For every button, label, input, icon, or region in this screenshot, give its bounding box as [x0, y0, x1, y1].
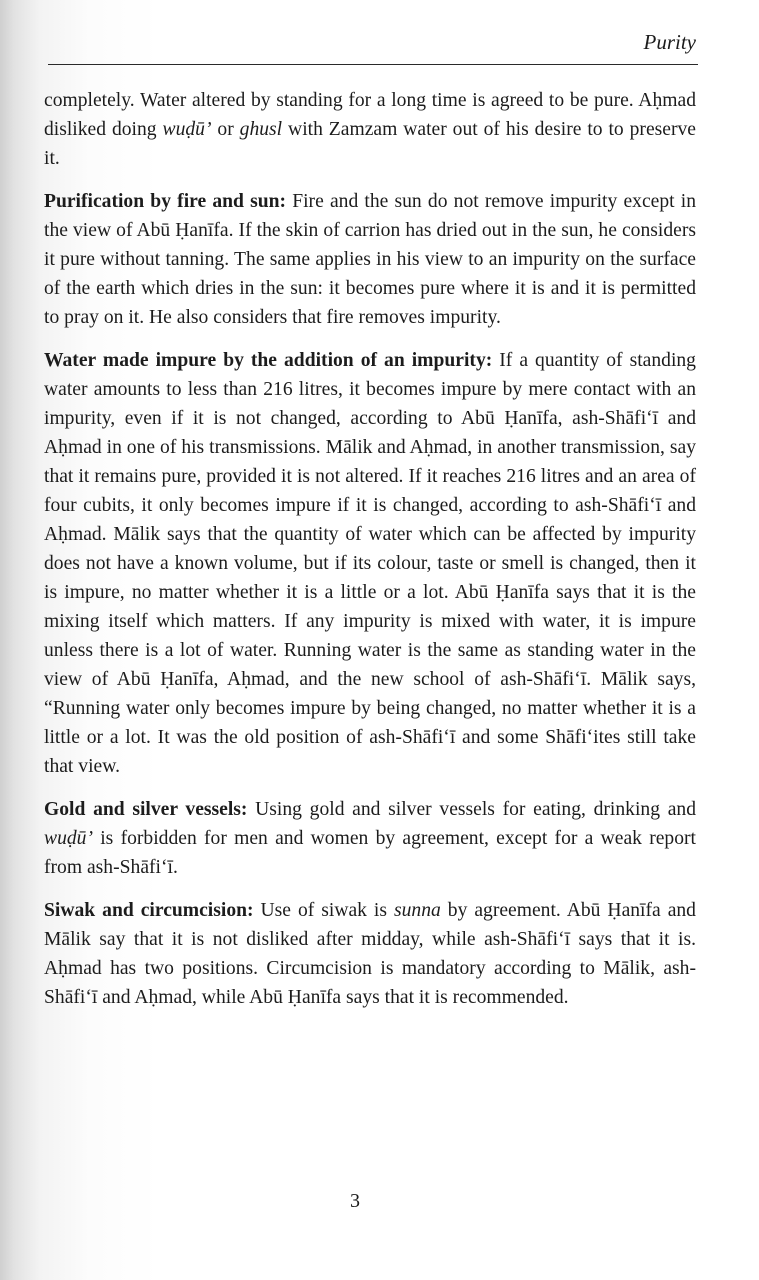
- paragraph: [44, 187, 696, 332]
- running-head: [48, 30, 698, 65]
- page-number: 3: [350, 1190, 360, 1212]
- paragraph-heading: Purification by fire and sun:: [44, 191, 287, 212]
- italic-term: ghusl: [239, 119, 283, 140]
- italic-term: wuḍū’: [162, 119, 212, 140]
- paragraph-text: completely. Water altered by standing for a long time is agreed to be pure. Aḥmad disliked doing: [44, 90, 696, 140]
- paragraph: [44, 86, 696, 173]
- paragraph-heading: Gold and silver vessels:: [44, 799, 248, 820]
- paragraph: [44, 896, 696, 1012]
- paragraph-text: or: [211, 119, 240, 140]
- paragraph-text: by agreement. Abū Ḥanīfa and Mālik say that it is not disliked after midday, while ash-Shāfi‘ī says that it is. Aḥmad has two positions. Circumcision is mandatory according to Mālik, ash-Shāfi‘ī and Aḥmad, while Abū Ḥanīfa says that it is recommended.: [44, 900, 696, 1008]
- paragraph-heading: Siwak and circumcision:: [44, 900, 254, 921]
- paragraph: [44, 346, 696, 781]
- paragraph-text: Use of siwak is: [253, 900, 394, 921]
- paragraph-text: with Zamzam water out of his desire to to preserve it.: [44, 119, 696, 169]
- running-head-title: Purity: [643, 30, 696, 54]
- paragraph: [44, 795, 696, 882]
- paragraph-text: is forbidden for men and women by agreement, except for a weak report from ash-Shāfi‘ī.: [44, 828, 696, 878]
- italic-term: sunna: [393, 900, 441, 921]
- paragraph-heading: Water made impure by the addition of an impurity:: [44, 350, 493, 371]
- italic-term: wuḍū’: [44, 828, 93, 849]
- body-text: [44, 86, 696, 1026]
- paragraph-text: Using gold and silver vessels for eating, drinking and: [247, 799, 696, 820]
- paragraph-text: If a quantity of standing water amounts to less than 216 litres, it becomes impure by mere contact with an impurity, even if it is not changed, according to Abū Ḥanīfa, ash-Shāfi‘ī and Aḥmad in one of his transmissions. Mālik and Aḥmad, in another transmission, say that it remains pure, provided it is not altered. If it reaches 216 litres and an area of four cubits, it only becomes impure if it is changed, according to ash-Shāfi‘ī and Aḥmad. Mālik says that the quantity of water which can be affected by impurity does not have a known volume, but if its colour, taste or smell is changed, then it is impure, no matter whether it is a little or a lot. Abū Ḥanīfa says that it is the mixing itself which matters. If any impurity is mixed with water, it is impure unless there is a lot of water. Running water is the same as standing water in the view of Abū Ḥanīfa, Aḥmad, and the new school of ash-Shāfi‘ī. Mālik says, “Running water only becomes impure by being changed, no matter whether it is a little or a lot. It was the old position of ash-Shāfi‘ī and some Shāfi‘ites still take that view.: [44, 350, 696, 777]
- paragraph-text: Fire and the sun do not remove impurity except in the view of Abū Ḥanīfa. If the skin of carrion has dried out in the sun, he considers it pure without tanning. The same applies in his view to an impurity on the surface of the earth which dries in the sun: it becomes pure where it is and it is permitted to pray on it. He also considers that fire removes impurity.: [44, 191, 696, 328]
